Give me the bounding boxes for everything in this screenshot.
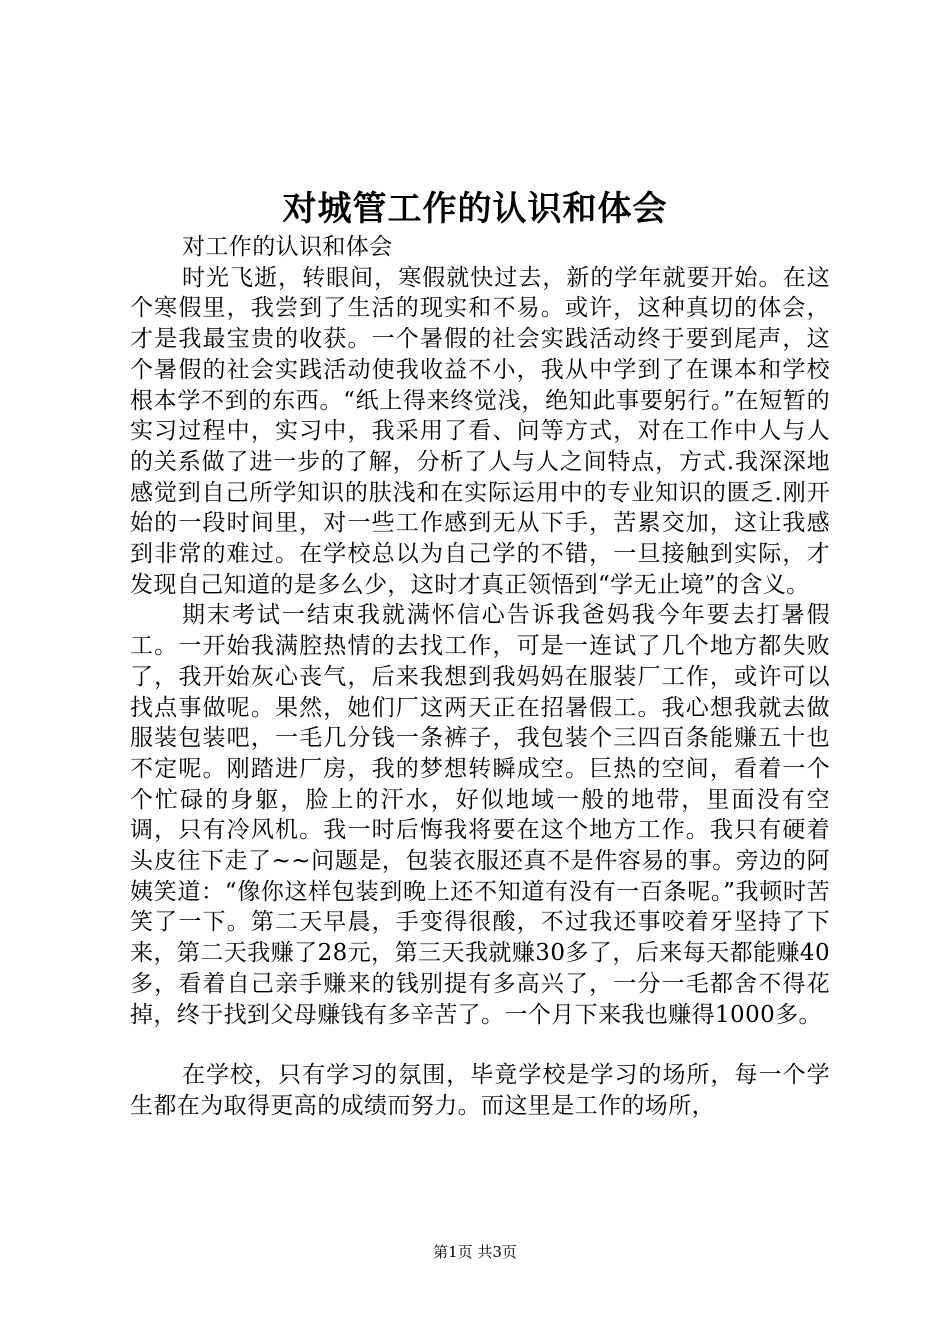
document-title: 对城管工作的认识和体会 (282, 189, 668, 229)
document-body (130, 232, 830, 1122)
page-footer: 第1页 共3页 (433, 1243, 517, 1261)
paragraph-2: 期末考试一结束我就满怀信心告诉我爸妈我今年要去打暑假工。一开始我满腔热情的去找工作，可是一连试了几个地方都失败了，我开始灰心丧气，后来我想到我妈妈在服装厂工作，或许可以找点事做呢。果然，她们厂这两天正在招暑假工。我心想我就去做服装包装吧，一毛几分钱一条裤子，我包装个三四百条能赚五十也不定呢。刚踏进厂房，我的梦想转瞬成空。巨热的空间，看着一个个忙碌的身躯，脸上的汗水，好似地域一般的地带，里面没有空调，只有冷风机。我一时后悔我将要在这个地方工作。我只有硬着头皮往下走了~~问题是，包装衣服还真不是件容易的事。旁边的阿姨笑道：“像你这样包装到晚上还不知道有没有一百条呢。”我顿时苦笑了一下。第二天早晨，手变得很酸，不过我还事咬着牙坚持了下来，第二天我赚了28元，第三天我就赚30多了，后来每天都能赚40多，看着自己亲手赚来的钱别提有多高兴了，一分一毛都舍不得花掉，终于找到父母赚钱有多辛苦了。一个月下来我也赚得1000多。 (130, 602, 830, 1028)
paragraph-3: 在学校，只有学习的氛围，毕竟学校是学习的场所，每一个学生都在为取得更高的成绩而努力。而这里是工作的场所， (130, 1062, 830, 1119)
paragraph-1: 时光飞逝，转眼间，寒假就快过去，新的学年就要开始。在这个寒假里，我尝到了生活的现实和不易。或许，这种真切的体会，才是我最宝贵的收获。一个暑假的社会实践活动终于要到尾声，这个暑假的社会实践活动使我收益不小，我从中学到了在课本和学校根本学不到的东西。“纸上得来终觉浅，绝知此事要躬行。”在短暂的实习过程中，实习中，我采用了看、问等方式，对在工作中人与人的关系做了进一步的了解，分析了人与人之间特点，方式.我深深地感觉到自己所学知识的肤浅和在实际运用中的专业知识的匮乏.刚开始的一段时间里，对一些工作感到无从下手，苦累交加，这让我感到非常的难过。在学校总以为自己学的不错，一旦接触到实际，才发现自己知道的是多么少，这时才真正领悟到“学无止境”的含义。 (130, 264, 830, 598)
paragraph-subtitle: 对工作的认识和体会 (182, 234, 393, 260)
paragraph-gap (130, 1030, 830, 1060)
